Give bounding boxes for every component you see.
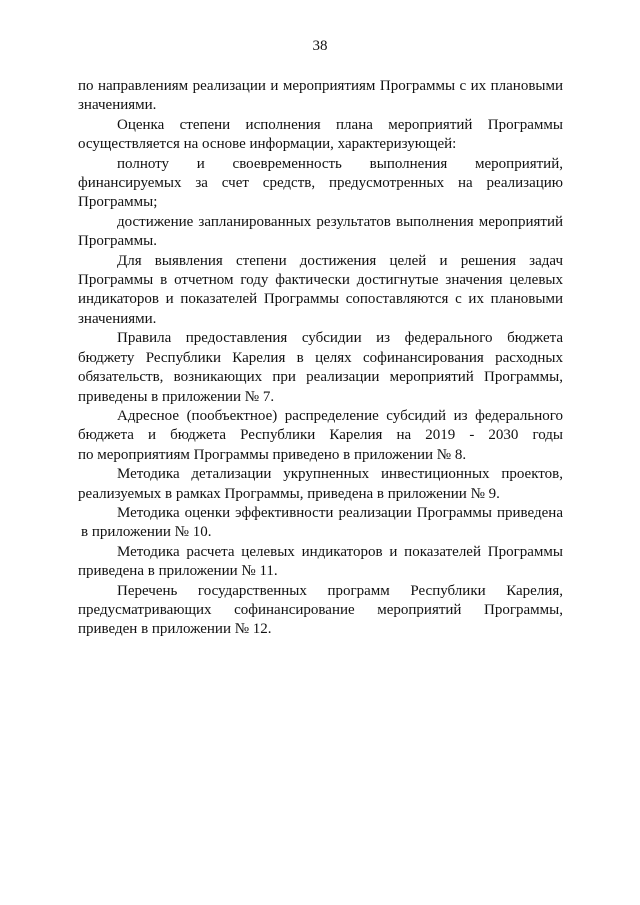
text-line: обязательств, возникающих при реализации мероприятий Программы, <box>78 369 563 386</box>
text-line: значениями. <box>78 97 157 114</box>
text-line: Программы в отчетном году фактически достигнутые значения целевых <box>78 272 563 289</box>
text-line: Правила предоставления субсидии из федерального бюджета <box>117 330 563 347</box>
paragraph <box>78 155 563 213</box>
text-line: приведен в приложении № 12. <box>78 621 272 638</box>
text-line: приведена в приложении № 11. <box>78 563 278 580</box>
text-line: Перечень государственных программ Республики Карелия, <box>117 582 563 599</box>
text-line: финансируемых за счет средств, предусмотренных на реализацию <box>78 175 563 192</box>
text-line: Для выявления степени достижения целей и решения задач <box>117 252 563 269</box>
text-line: бюджета и бюджета Республики Карелия на 2019 - 2030 годы <box>78 427 563 444</box>
text-line: Программы. <box>78 233 157 250</box>
paragraph <box>78 252 563 330</box>
text-line: полноту и своевременность выполнения мероприятий, <box>117 155 563 172</box>
text-line: достижение запланированных результатов выполнения мероприятий <box>117 213 563 230</box>
text-line: Программы; <box>78 194 158 211</box>
paragraph <box>78 465 563 504</box>
paragraph <box>78 407 563 465</box>
text-line: по мероприятиям Программы приведено в приложении № 8. <box>78 446 467 463</box>
paragraph <box>78 582 563 640</box>
text-line: реализуемых в рамках Программы, приведена в приложении № 9. <box>78 485 500 502</box>
text-line: предусматривающих софинансирование мероприятий Программы, <box>78 601 563 618</box>
paragraph <box>78 213 563 252</box>
text-line: по направлениям реализации и мероприятиям Программы с их плановыми <box>78 78 563 94</box>
text-line: индикаторов и показателей Программы сопоставляются с их плановыми <box>78 291 563 308</box>
text-line: в приложении № 10. <box>81 524 212 541</box>
text-line: бюджету Республики Карелия в целях софинансирования расходных <box>78 349 563 366</box>
text-line: Оценка степени исполнения плана мероприятий Программы <box>117 116 563 133</box>
text-line: Адресное (пообъектное) распределение субсидий из федерального <box>117 407 563 424</box>
paragraph <box>78 77 563 116</box>
paragraph <box>78 504 563 543</box>
text-line: Методика расчета целевых индикаторов и показателей Программы <box>117 543 563 560</box>
text-line: Методика оценки эффективности реализации Программы приведена <box>117 504 563 521</box>
paragraph <box>78 543 563 582</box>
text-line: значениями. <box>78 310 157 327</box>
body-text <box>78 77 563 640</box>
text-line: приведены в приложении № 7. <box>78 388 275 405</box>
page-number: 38 <box>312 38 328 54</box>
paragraph <box>78 329 563 407</box>
text-line: осуществляется на основе информации, характеризующей: <box>78 136 457 153</box>
text-line: Методика детализации укрупненных инвестиционных проектов, <box>117 466 563 483</box>
paragraph <box>78 116 563 155</box>
